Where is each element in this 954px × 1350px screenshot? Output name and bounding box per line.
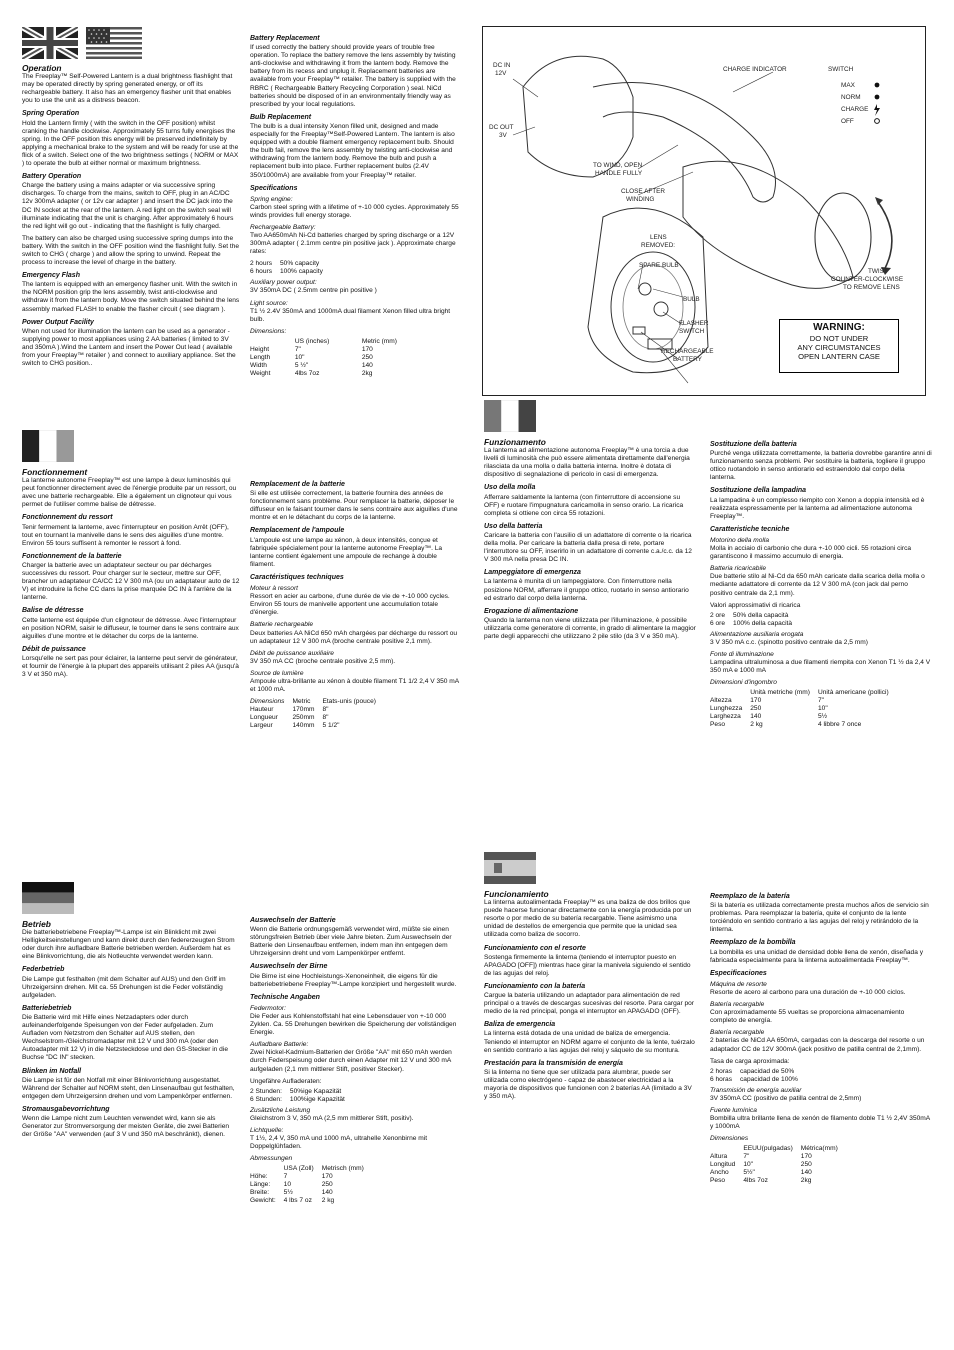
emergency-flash-heading: Emergency Flash xyxy=(22,272,80,280)
france-flag-icon xyxy=(22,430,74,462)
table-row: Unità metriche (mm) Unità americane (pollici) xyxy=(750,689,889,697)
italy-flag-icon xyxy=(484,400,536,432)
table-row: Hauteur 170mm 8" xyxy=(250,706,329,714)
dimensions-label: Dimensions: xyxy=(250,327,287,335)
twist-arrow-icon xyxy=(878,202,892,272)
table-row: Length 10" 250 xyxy=(250,353,373,361)
lens-ring xyxy=(815,193,871,281)
table-row: Width 5 ½" 140 xyxy=(250,361,373,369)
svg-text:LENSREMOVED:: LENS REMOVED: xyxy=(641,234,676,249)
us-flag-icon xyxy=(86,27,142,59)
bulb-replacement-heading: Bulb Replacement xyxy=(250,113,312,121)
table-row: 2 horas capacidad de 50% xyxy=(710,1067,795,1075)
table-row: 2 hours 50% capacity xyxy=(250,260,320,268)
spring-engine-label: Spring engine: xyxy=(250,195,293,203)
table-row: Larghezza 140 5½ xyxy=(710,713,828,721)
close-after-label: CLOSE AFTER xyxy=(621,188,666,195)
german-column-2: Auswechseln der Batterie Wenn die Batterie ordnungsgemäß verwendet wird, müßte sie einen störungsfreien Betrieb über viele Jahre bieten. Zum Auswechseln der Batterie den Linsenaufbau entfernen, indem man ihn entgegen dem Uhrzeigersinn dreht und vom Lampenkörper entfernt. Auswechseln der Birne Die Birne ist eine Hochleistungs-Xenoneinheit, die eigens für die batteriebetriebene Freeplay™-Lampe konzipiert und hergestellt wurde. Technische Angaben Federmotor: Die Feder aus Kohlenstoffstahl hat eine Lebensdauer von +-10 000 Zyklen. Ca. 55 Drehungen bewirken die Speicherung der vollständigen Energie. Aufladbare Batterie: Zwei Nickel-Kadmium-Batterien der Größe "AA" mit 650 mAh werden durch Federspeisung oder durch einen Adapter mit 12 V und 300 mA aufgeladen (2,1 mm mittlerer Stift, positiver Stecker). Ungefähre Aufladeraten: 2 Stunden: 50%ige Kapazität 6 Stunden: 100%ige Kapazität Zusätzliche Leistung Gleichstrom 3 V, 350 mA (2,5 mm mittlerer Stift, positiv). Lichtquelle: T 1½, 2,4 V, 350 mA und 1000 mA, ultrahelle Xenonbirne mit Doppelglühfaden. Abmessungen USA (Zoll) Metrisch (mm) Höhe: 7 170 Länge: 10 250 Breite: 5½ 140 Gewicht: 4 lbs 7 oz 2 kg xyxy=(250,917,457,1205)
spare-bulb-label: SPARE BULB xyxy=(639,262,679,269)
battery-operation-text-2: The battery can also be charged using successive spring dumps into the battery. With the switch in the OFF position wind the flashlight fully. Set the switch to CHG ( charge ) and allow the spring to unwind. Repeat the process to increase the level of charge in the battery. xyxy=(22,234,240,267)
light-source-label: Light source: xyxy=(250,299,288,307)
bulb-replacement-text: The bulb is a dual intensity Xenon filled unit, designed and made especially for the Freeplay™Self-Powered Lantern. The lantern is also equipped with a double filament emergency replacement bulb. Should the bulb fail, remove the lens assembly by twisting anti-clockwise and withdrawing from the lantern body. Remove the bulb and push a replacement bulb into place. Further replacement bulbs (2.4V 350/1000mA) are available from your Freeplay™ retailer. xyxy=(250,122,455,179)
charge-rates-table xyxy=(250,260,331,276)
spain-flag-icon xyxy=(484,852,536,884)
table-row: Weight 4lbs 7oz 2kg xyxy=(250,369,373,377)
table-row: US (inches) Metric (mm) xyxy=(294,337,397,345)
twist-label: TWIST xyxy=(868,268,888,275)
italian-column-1: Funzionamento La lanterna ad alimentazione autonoma Freeplay™ è una torcia a due livelli di luminosità che può essere alimentata direttamente dall'energia rilasciata da una molla o dalla batteria interna. Inoltre è dotata di dispositivo di segnalazione di pericolo in casi di emergenza. Uso della molla Afferrare saldamente la lanterna (con l'interruttore di accensione su OFF) e ruotare l'impugnatura caricamolla in senso orario. La ricarica completa si ottiene con circa 55 rotazioni. Uso della batteria Caricare la batteria con l'ausilio di un adattatore di corrente o la ricarica della molla. Per caricare la batteria dalla presa di rete, portare l'interruttore su OFF, inserirlo in un adattatore di corrente c.a./c.c. da 12 V 300 mA nella presa DC IN. Lampeggiatore di emergenza La lanterna è munita di un lampeggiatore. Con l'interruttore nella posizione NORM, afferrare il gruppo ottico, ruotarlo in senso antiorario ed estrarlo dal corpo della lanterna. Erogazione di alimentazione Quando la lanterna non viene utilizzata per l'illuminazione, è possibile utilizzarla come generatore di corrente, in grado di alimentare la maggior parte degli apparecchi che utilizzano 2 pile stilo (da 3 V e 350 mA). xyxy=(484,437,696,640)
table-row: Peso 2 kg 4 libbre 7 once xyxy=(710,721,862,729)
german-column-1: Betrieb Die batteriebetriebene Freeplay™-Lampe ist ein Blinklicht mit zwei Helligkeitseinstellungen und kann direkt durch den federerzeugten Strom oder durch ihre aufladbare Batterie betrieben werden. Außerdem hat es eine Blinkvorrichtung, die als Notleuchte verwendet werden kann. Federbetrieb Die Lampe gut festhalten (mit dem Schalter auf AUS) und den Griff im Uhrzeigersinn drehen. Mit ca. 55 Drehungen ist die Feder vollständig aufgeladen. Batteriebetrieb Die Batterie wird mit Hilfe eines Netzadapters oder durch aufeinanderfolgende Speisungen von der Feder aufgeladen. Zum Aufladen vom Netzstrom den Schalter auf AUS stellen, den Wechselstrom-/Gleichstromadapter mit 12 V und 300 mA (oder den Autoadapter mit 12 V) in die Netzsteckdose und den GS-Stecker in die Buchse "DC IN" stecken. Blinken im Notfall Die Lampe ist für den Notfall mit einer Blinkvorrichtung ausgestattet. Während der Schalter auf NORM steht, den Linsenaufbau gut festhalten, entgegen dem Uhrzeigersinn drehen und vom Lampenkörper entfernen. Stromausgabevorrichtung Wenn die Lampe nicht zum Leuchten verwendet wird, kann sie als Generator zur Stromversorgung der meisten Geräte, die zwei Batterien der Größe "AA" verwenden (auf 3 V und 350 mA beschränkt), dienen. xyxy=(22,919,235,1139)
operation-heading: Operation xyxy=(22,63,62,73)
table-row: USA (Zoll) Metrisch (mm) xyxy=(283,1165,364,1173)
battery-replacement-text: If used correctly the battery should provide years of trouble free operation. To replace the battery remove the lens assembly by twisting anti-clockwise and withdrawing it from the lantern body. Remove the battery from its recess and unplug it. Replacement batteries are available from your Freeplay™ retailer. The battery is supplied with the RBRC ( Rechargeable Battery Recycling Corporation ) seal. NiCd batteries should be disposed of in an environmentally friendly way as prescribed by your local regulations. xyxy=(250,44,456,108)
svg-text:DC IN12V: DC IN 12V xyxy=(493,62,511,77)
dimensions-table xyxy=(250,338,430,378)
switch-off-dot xyxy=(875,119,880,124)
dc-out-label: DC OUT xyxy=(489,124,514,131)
table-row: Longitud 10" 250 xyxy=(710,1161,812,1169)
table-row: Dimensions Metric Etats-unis (pouce) xyxy=(250,698,376,706)
rechargeable-battery-label: Rechargeable Battery: xyxy=(250,223,316,231)
table-row: 2 ore 50% della capacità xyxy=(710,611,789,619)
table-row: Peso 4lbs 7oz 2kg xyxy=(710,1177,812,1185)
emergency-flash-text: The lantern is equipped with an emergency flasher unit. With the switch in the NORM position grip the lens assembly, twist anti-clockwise and withdraw it from the lantern body. Move the switch situated behind the lens assembly marked FLASH to enable the flasher circuit ( see diagram ). xyxy=(22,281,240,313)
table-row: 6 hours 100% capacity xyxy=(250,268,323,276)
rechargeable-battery-text: Two AA650mAh Ni-Cd batteries charged by spring discharge or a 12V 300mA adapter ( 2.1mm centre pin positive jack ). Approximate charge rates: xyxy=(250,232,456,256)
german-charge-table xyxy=(250,1088,353,1104)
battery-replacement-heading: Battery Replacement xyxy=(250,35,320,42)
light-source-text: T1 ½ 2.4V 350mA and 1000mA dual filament Xenon filled ultra bright bulb. xyxy=(250,307,451,323)
warning-title: WARNING: xyxy=(813,322,865,333)
switch-max-dot xyxy=(875,83,880,88)
spring-operation-heading: Spring Operation xyxy=(22,110,80,118)
rechargeable-battery-label: RECHARGEABLE xyxy=(661,348,714,355)
table-row: Breite: 5½ 140 xyxy=(250,1189,333,1197)
french-column-1: Fonctionnement La lanterne autonome Freeplay™ est une lampe à deux luminosités qui peut fonctionner directement avec de l'énergie produite par un ressort, ou avec une batterie rechargeable. Elle a également un clignoteur qui vous permet de l'utiliser comme balise de détresse. Fonctionnement du ressort Tenir fermement la lanterne, avec l'interrupteur en position Arrêt (OFF), tout en tournant la manivelle dans le sens des aiguilles d'une montre. Environ 55 tours suffisent à remonter le ressort à fond. Fonctionnement de la batterie Charger la batterie avec un adaptateur secteur ou par décharges successives du ressort. Pour charger sur le secteur, mettre sur OFF, brancher un adaptateur CA/CC 12 V 300 mA (ou un adaptateur auto de 12 V) et introduire la fiche CC dans la prise marquée DC IN à l'arrière de la lanterne. Balise de détresse Cette lanterne est équipée d'un clignoteur de détresse. Avec l'interrupteur en position NORM, saisir le diffuseur, le tourner dans le sens contraire aux aiguilles d'une montre et le détacher du corps de la lanterne. Débit de puissance Lorsqu'elle ne sert pas pour éclairer, la lanterne peut servir de générateur, et fournir de l'énergie à la plupart des appareils utilisant 2 piles AA (jusqu'à 3 V et 350 mA). xyxy=(22,467,240,679)
table-row: 6 Stunden: 100%ige Kapazität xyxy=(250,1095,345,1103)
italian-column-2: Sostituzione della batteria Purché venga utilizzata correttamente, la batteria dovrebbe garantire anni di funzionamento senza problemi. Per sostituire la batteria, togliere il gruppo ottico ruotandolo in senso antiorario ed estraendolo dal corpo della lanterna. Sostituzione della lampadina La lampadina è un complesso riempito con Xenon a doppia intensità ed è realizzata espressamente per la lanterna ad alimentazione autonoma Freeplay™. Caratteristiche tecniche Motorino della molla Molla in acciaio di carbonio che dura +-10 000 cicli. 55 rotazioni circa garantiscono il massimo accumulo di energia. Batteria ricaricabile Due batterie stilo al Ni-Cd da 650 mAh caricate dalla scarica della molla o mediante adattatore di corrente da 12 V 300 mA (con jack dal perno positivo centrale da 2,1 mm). Valori approssimativi di ricarica 2 ore 50% della capacità 6 ore 100% della capacità Alimentazione ausiliaria erogata 3 V 350 mA c.c. (spinotto positivo centrale da 2,5 mm) Fonte di illuminazione Lampadina ultraluminosa a due filamenti riempita con Xenon T1 ½ da 2,4 V 350 mA e 1000 mA Dimensioni d'ingombro Unità metriche (mm) Unità americane (pollici) Altezza 170 7" Lunghezza 250 10" Larghezza 140 5½ Peso 2 kg 4 libbre 7 once xyxy=(710,441,932,729)
table-row: Altura 7" 170 xyxy=(710,1153,812,1161)
table-row: Ancho 5½" 140 xyxy=(710,1169,812,1177)
flasher-switch-label: FLASHER xyxy=(679,320,709,327)
french-column-2: Remplacement de la batterie Si elle est utilisée correctement, la batterie fournira des années de fonctionnement sans problème. Pour remplacer la batterie, déposer le diffuseur en le faisant tourner dans le sens contraire aux aiguilles d'une montre et en le détachant du corps de la lanterne. Remplacement de l'ampoule L'ampoule est une lampe au xénon, à deux intensités, conçue et fabriquée spécialement pour la lanterne autonome Freeplay™. La lanterne contient également une ampoule de rechange à double filament. Caractéristiques techniques Moteur à ressort Ressort en acier au carbone, d'une durée de vie de +-10 000 cycles. Environ 55 tours de manivelle apportent une accumulation totale d'énergie. Batterie rechargeable Deux batteries AA NiCd 650 mAh chargées par décharge du ressort ou un adaptateur 12 V 300 mA (broche centrale positive 2,1 mm). Débit de puissance auxiliaire 3V 350 mA CC (broche centrale positive 2,5 mm). Source de lumière Ampoule ultra-brillante au xénon à double filament T1 1/2 2,4 V 350 mA et 1000 mA. Dimensions Metric Etats-unis (pouce) Hauteur 170mm 8" Longueur 250mm 8" Largeur 140mm 5 1/2" xyxy=(250,481,459,730)
table-row: 6 horas capacidad de 100% xyxy=(710,1075,798,1083)
spring-operation-text: Hold the Lantern firmly ( with the switch in the OFF position) whilst cranking the handle clockwise. Approximately 55 turns fully energises the spring. In the OFF position this energy will be preserved indefinitely by applying a mechanical brake to the system and will be ready for use at the flick of a switch. Select one of the two brightness settings ( NORM or MAX ) to operate the bulb at either normal or maximum brightness. xyxy=(22,119,239,168)
svg-text:CLOSE AFTERWINDING: CLOSE AFTER WINDING xyxy=(621,188,666,203)
svg-text:TO WIND, OPENHANDLE FULLY: TO WIND, OPEN HANDLE FULLY xyxy=(593,162,643,177)
table-row: Höhe: 7 170 xyxy=(250,1173,333,1181)
flasher-switch-shape xyxy=(633,327,645,334)
svg-text:FLASHERSWITCH: FLASHER SWITCH xyxy=(679,320,709,335)
table-row: Largeur 140mm 5 1/2" xyxy=(250,722,340,730)
english-column-1 xyxy=(22,62,240,372)
aux-power-label: Auxiliary power output: xyxy=(250,279,317,287)
table-row: Longueur 250mm 8" xyxy=(250,714,329,722)
switch-norm-dot xyxy=(875,95,880,100)
to-wind-label: TO WIND, OPEN xyxy=(593,162,643,169)
svg-text:TWISTCOUNTER-CLOCKWISETO REMOV: TWIST COUNTER-CLOCKWISE TO REMOVE LENS xyxy=(831,268,904,291)
switch-charge-label: CHARGE xyxy=(841,106,869,113)
spanish-column-2: Reemplazo de la batería Si la batería es utilizada correctamente presta muchos años de servicio sin problemas. Para reemplazar la batería, quite el conjunto de la lente torciéndolo en sentido contrario a las agujas del reloj y retirándolo de la linterna. Reemplazo de la bombilla La bombilla es una unidad de densidad doble llena de xenón, diseñada y fabricada especialmente para la linterna autoalimentada Freeplay™. Especificaciones Máquina de resorte Resorte de acero al carbono para una duración de +-10 000 ciclos. Batería recargable Con aproximadamente 55 vueltas se proporciona almacenamiento completo de energía. Batería recargable 2 baterías de NiCd AA 650mA, cargadas con la descarga del resorte o un adaptador CC de 12V 300mA (jack positivo de patilla central de 2,1mm). Tasa de carga aproximada: 2 horas capacidad de 50% 6 horas capacidad de 100% Transmisión de energía auxiliar 3V 350mA CC (positivo de patilla central de 2,5mm) Fuente lumínica Bombilla ultra brillante llena de xenón de filamento doble T1 ½ 2,4V 350mA y 1000mA Dimensiones EEUU(pulgadas) Métrica(mm) Altura 7" 170 Longitud 10" 250 Ancho 5½" 140 Peso 4lbs 7oz 2kg xyxy=(710,893,930,1185)
charge-indicator-label: CHARGE INDICATOR xyxy=(723,66,787,73)
table-row: Height 7" 170 xyxy=(250,345,373,353)
spanish-column-1: Funcionamiento La linterna autoalimentada Freeplay™ es una baliza de dos brillos que puede hacerse funcionar directamente con la energía producida por un resorte o por medio de su batería recargable. Tiene asimismo una unidad de destellos de emergencia que permite que la unidad sea utilizada como baliza de socorro. Funcionamiento con el resorte Sostenga firmemente la linterna (teniendo el interruptor puesto en APAGADO [OFF]) mientras hace girar la manivela siguiendo el sentido de las agujas del reloj. Funcionamiento con la batería Cargue la batería utilizando un adaptador para alimentación de red principal o a través de descargas sucesivas del resorte. Para cargar por medio de la red principal, ponga el interruptor en APAGADO (OFF). Baliza de emergencia La linterna está dotada de una unidad de baliza de emergencia. Teniendo el interruptor en NORM agarre el conjunto de la lente, tuérzalo en sentido contrario a las agujas del reloj y sáquelo de su montura. Prestación para la transmisión de energía Si la linterna no tiene que ser utilizada para alumbrar, puede ser utilizada como electrógeno - capaz de abastecer electricidad a la mayoría de dispositivos que funcionen con 2 baterías AA (limitado a 3V y 350 mA). xyxy=(484,889,695,1101)
specifications-heading: Specifications xyxy=(250,184,298,192)
germany-flag-icon xyxy=(22,882,74,914)
table-row: Lunghezza 250 10" xyxy=(710,705,828,713)
operation-text: The Freeplay™ Self-Powered Lantern is a dual brightness flashlight that may be operated directly by spring generated energy, or off its rechargeable battery. It also has an emergency flasher unit that enables you to use the unit as a distress beacon. xyxy=(22,73,233,105)
table-row: Länge: 10 250 xyxy=(250,1181,333,1189)
lantern-body-outline xyxy=(523,56,633,177)
english-column-2 xyxy=(250,30,462,378)
table-row: 2 Stunden: 50%ige Kapazität xyxy=(250,1087,342,1095)
italian-charge-table xyxy=(710,612,800,628)
power-output-text: When not used for illumination the lantern can be used as a generator - supplying power to most appliances using 2 AA batteries ( limited to 3V and 350mA ).Wind the Lantern and insert the Power Out lead ( available from your Freeplay™ retailer ) and connect to auxiliary appliance. Set the switch to CHG position.. xyxy=(22,327,236,368)
spare-bulb-shape xyxy=(639,283,651,295)
table-row: Altezza 170 7" xyxy=(710,697,824,705)
lantern-diagram xyxy=(482,26,926,396)
uk-flag-icon xyxy=(22,27,78,59)
lantern-head xyxy=(683,161,853,288)
spanish-charge-table xyxy=(710,1068,806,1084)
french-dimensions-table xyxy=(250,698,384,730)
power-output-heading: Power Output Facility xyxy=(22,318,94,326)
svg-text:RECHARGEABLEBATTERY: RECHARGEABLE BATTERY xyxy=(661,348,714,363)
aux-power-text: 3V 350mA DC ( 2.5mm centre pin positive ) xyxy=(250,287,377,295)
table-row: EEUU(pulgadas) Métrica(mm) xyxy=(743,1145,838,1153)
switch-off-label: OFF xyxy=(841,118,854,125)
switch-norm-label: NORM xyxy=(841,94,861,101)
charge-bolt-icon xyxy=(874,104,880,116)
spring-engine-text: Carbon steel spring with a lifetime of +-10 000 cycles. Approximately 55 winds provides full energy storage. xyxy=(250,203,459,219)
table-row: 6 ore 100% della capacità xyxy=(710,619,793,627)
warning-box: WARNING: DO NOT UNDER ANY CIRCUMSTANCES OPEN LANTERN CASE xyxy=(779,319,899,373)
svg-text:DC OUT3V: DC OUT 3V xyxy=(489,124,514,139)
battery-operation-text: Charge the battery using a mains adapter or via successive spring discharges. To charge from the mains, switch to OFF, plug in an AC/DC 12v 300mA adapter ( or 12v car adapter ) and insert the DC jack into the DC IN socket at the rear of the lantern. A red light on the switch seal will illuminate indicating that the unit is charging. After approximately 6 hours the red light will go out - indicating that the flashlight is fully charged. xyxy=(22,182,234,230)
german-dimensions-table xyxy=(250,1165,372,1205)
battery-operation-heading: Battery Operation xyxy=(22,173,82,181)
spanish-dimensions-table xyxy=(710,1145,846,1185)
switch-label: SWITCH xyxy=(828,66,854,73)
italian-dimensions-table xyxy=(710,689,897,729)
dc-in-label: DC IN xyxy=(493,62,511,69)
lantern-handle xyxy=(593,83,776,202)
table-row: Gewicht: 4 lbs 7 oz 2 kg xyxy=(250,1197,335,1205)
bulb-label: BULB xyxy=(683,296,700,303)
switch-max-label: MAX xyxy=(841,82,855,89)
lens-removed-label: LENS xyxy=(650,234,667,241)
